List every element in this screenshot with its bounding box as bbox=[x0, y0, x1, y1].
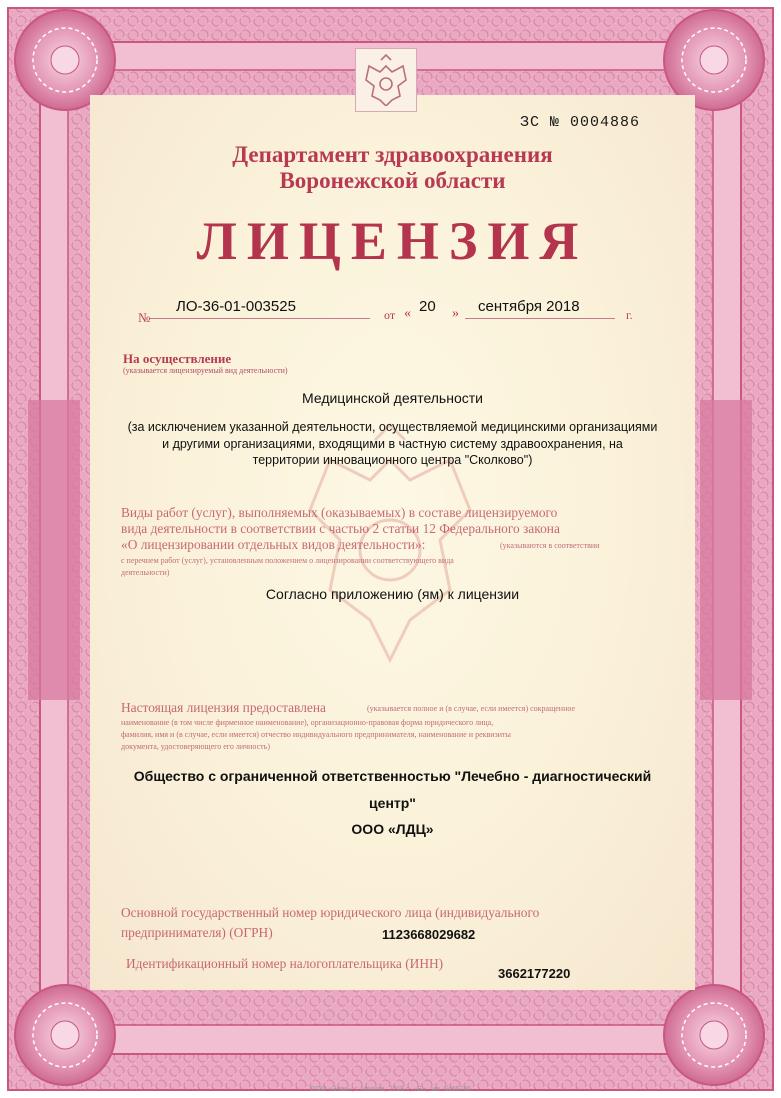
document-title: ЛИЦЕНЗИЯ bbox=[196, 211, 589, 271]
inn-label: Идентификационный номер налогоплательщика (ИНН) bbox=[126, 956, 444, 971]
licensee-hint-line-1: наименование (в том числе фирменное наименование), организационно-правовая форма юридического лица, bbox=[121, 718, 494, 727]
issuer-line-2: Воронежской области bbox=[279, 168, 506, 193]
issuer-line-1: Департамент здравоохранения bbox=[232, 142, 553, 167]
year-suffix: г. bbox=[626, 308, 633, 322]
activity-note-line-1: (за исключением указанной деятельности, осуществляемой медицинскими организациями bbox=[127, 420, 658, 434]
works-line-2: вида деятельности в соответствии с частью 2 статьи 12 Федерального закона bbox=[121, 521, 560, 536]
quote-open: « bbox=[404, 306, 411, 321]
inn-value: 3662177220 bbox=[498, 966, 571, 981]
activity-value: Медицинской деятельности bbox=[302, 390, 483, 406]
from-label: от bbox=[384, 308, 396, 322]
quote-close: » bbox=[452, 306, 459, 321]
works-line-3: «О лицензировании отдельных видов деятельности»: bbox=[121, 537, 426, 552]
number-label: № bbox=[138, 310, 151, 325]
licensee-name-line-1: Общество с ограниченной ответственностью "Лечебно - диагностический bbox=[133, 768, 652, 784]
double-headed-eagle-icon bbox=[363, 54, 409, 106]
works-line-5: деятельности) bbox=[121, 568, 170, 577]
licensee-label: Настоящая лицензия предоставлена bbox=[121, 700, 326, 715]
licensee-short-name: ООО «ЛДЦ» bbox=[351, 821, 434, 837]
license-number: ЛО-36-01-003525 bbox=[176, 298, 296, 315]
licensee-hint-inline: (указывается полное и (в случае, если имеется) сокращенное bbox=[367, 704, 576, 713]
license-day: 20 bbox=[419, 298, 436, 315]
licensee-name-line-2: центр" bbox=[369, 795, 416, 811]
activity-note-line-2: и другими организациями, входящими в частную систему здравоохранения, на bbox=[162, 437, 623, 451]
licensee-hint-line-2: фамилия, имя и (в случае, если имеется) отчество индивидуального предпринимателя, наименование и реквизиты bbox=[121, 730, 511, 739]
activity-note-line-3: территории инновационного центра "Сколково") bbox=[252, 453, 533, 467]
activity-label: На осуществление bbox=[123, 351, 232, 366]
works-value: Согласно приложению (ям) к лицензии bbox=[265, 586, 520, 602]
coat-of-arms-emblem bbox=[355, 48, 417, 112]
printer-imprint: ООО «Знак», г. Москва, 2018 г., «Б», зак. №66746 bbox=[310, 1086, 471, 1093]
license-month-year: сентября 2018 bbox=[478, 298, 580, 315]
ogrn-value: 1123668029682 bbox=[382, 927, 476, 942]
works-line-1: Виды работ (услуг), выполняемых (оказываемых) в составе лицензируемого bbox=[121, 505, 558, 520]
works-hint-inline: (указываются в соответствии bbox=[500, 541, 600, 550]
ogrn-label-line-2: предпринимателя) (ОГРН) bbox=[121, 925, 273, 940]
licensee-hint-line-3: документа, удостоверяющего его личность) bbox=[121, 742, 270, 751]
works-line-4: с перечнем работ (услуг), установленным положением о лицензировании соответствующего вида bbox=[121, 556, 454, 565]
ogrn-label-line-1: Основной государственный номер юридического лица (индивидуального bbox=[121, 905, 540, 920]
activity-hint: (указывается лицензируемый вид деятельности) bbox=[123, 366, 288, 375]
number-underline bbox=[150, 318, 370, 319]
serial-number: ЗС № 0004886 bbox=[520, 114, 641, 131]
date-underline bbox=[465, 318, 615, 319]
